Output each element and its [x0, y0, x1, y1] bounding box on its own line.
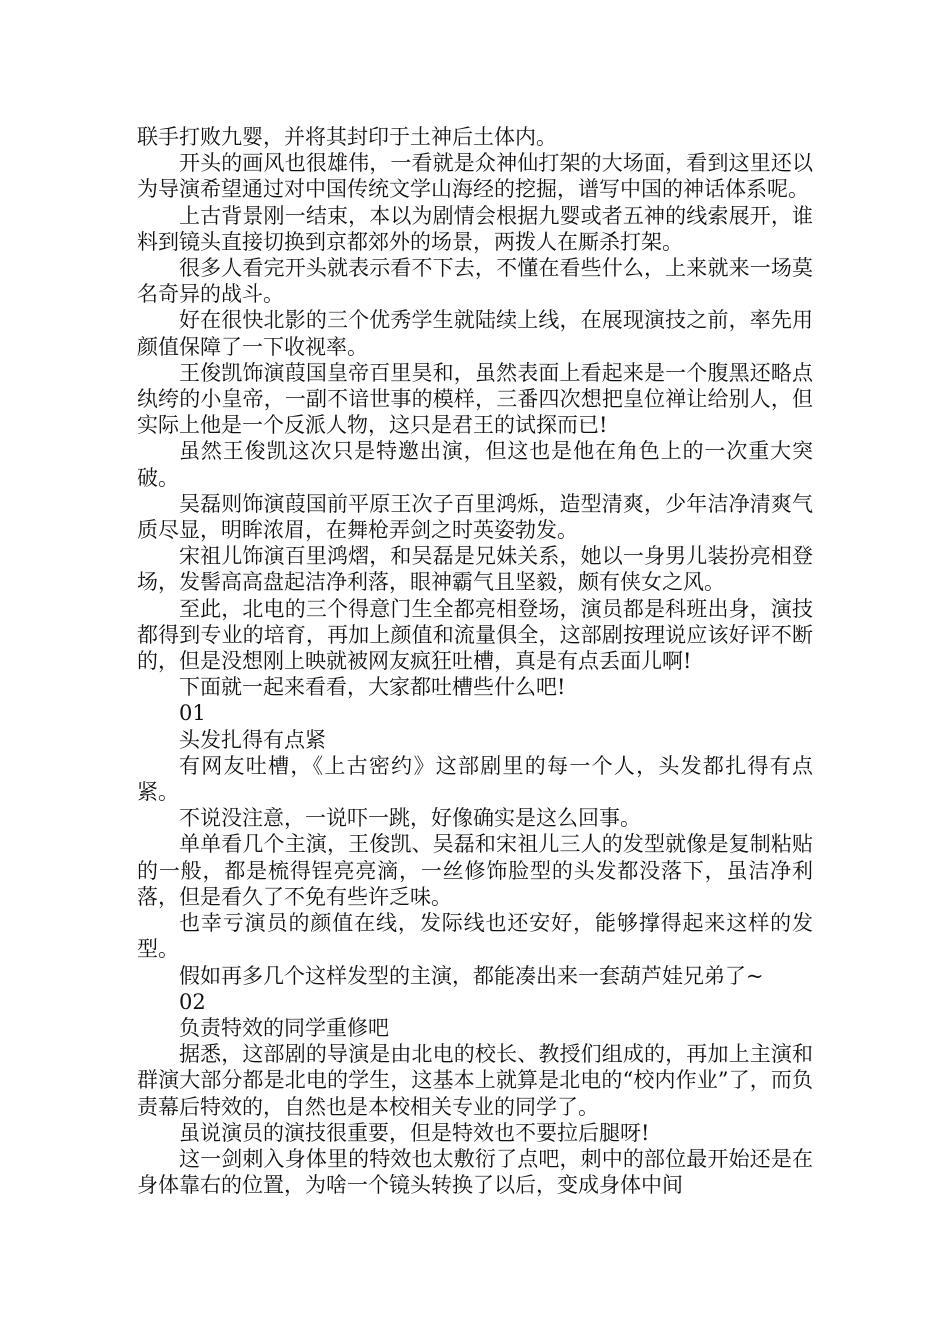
section-heading: 负责特效的同学重修吧 — [179, 1015, 389, 1040]
paragraph: 这一剑刺入身体里的特效也太敷衍了点吧，刺中的部位最开始还是在身体靠右的位置，为啥一个镜头转换了以后，变成身体中间 — [137, 1146, 813, 1198]
paragraph: 有网友吐槽，《上古密约》这部剧里的每一个人，头发都扎得有点紧。 — [137, 753, 813, 805]
paragraph: 也幸亏演员的颜值在线，发际线也还安好，能够撑得起来这样的发型。 — [137, 911, 813, 962]
paragraph: 下面就一起来看看，大家都吐槽些什么吧! — [179, 675, 566, 700]
section-number: 01 — [179, 701, 206, 726]
paragraph: 上古背景刚一结束，本以为剧情会根据九婴或者五神的线索展开，谁料到镜头直接切换到京都郊外的场景，两拨人在厮杀打架。 — [137, 203, 813, 254]
paragraph: 虽说演员的演技很重要，但是特效也不要拉后腿呀! — [179, 1120, 650, 1145]
paragraph: 单单看几个主演，王俊凯、吴磊和宋祖儿三人的发型就像是复制粘贴的一般，都是梳得锃亮亮滴，一丝修饰脸型的头发都没落下，虽洁净利落，但是看久了不免有些许乏味。 — [137, 832, 813, 909]
article-body — [137, 124, 813, 1198]
paragraph: 假如再多几个这样发型的主演，都能凑出来一套葫芦娃兄弟了~ — [179, 963, 764, 988]
paragraph: 很多人看完开头就表示看不下去，不懂在看些什么，上来就来一场莫名奇异的战斗。 — [137, 256, 813, 307]
paragraph: 宋祖儿饰演百里鸿熠，和吴磊是兄妹关系，她以一身男儿装扮亮相登场，发髻高高盘起洁净利落，眼神霸气且坚毅，颇有侠女之风。 — [137, 544, 813, 595]
paragraph: 王俊凯饰演葭国皇帝百里昊和，虽然表面上看起来是一个腹黑还略点纨绔的小皇帝，一副不谙世事的模样，三番四次想把皇位禅让给别人，但实际上他是一个反派人物，这只是君王的试探而已! — [137, 360, 813, 438]
section-heading: 头发扎得有点紧 — [179, 727, 326, 752]
paragraph: 据悉，这部剧的导演是由北电的校长、教授们组成的，再加上主演和群演大部分都是北电的学生，这基本上就算是北电的“校内作业”了，而负责幕后特效的，自然也是本校相关专业的同学了。 — [137, 1042, 813, 1119]
paragraph: 联手打败九婴，并将其封印于土神后土体内。 — [137, 125, 557, 149]
paragraph: 虽然王俊凯这次只是特邀出演，但这也是他在角色上的一次重大突破。 — [137, 439, 813, 490]
paragraph: 不说没注意，一说吓一跳，好像确实是这么回事。 — [179, 806, 641, 831]
section-number: 02 — [179, 989, 206, 1014]
paragraph: 开头的画风也很雄伟，一看就是众神仙打架的大场面，看到这里还以为导演希望通过对中国传统文学山海经的挖掘，谱写中国的神话体系呢。 — [137, 151, 813, 202]
paragraph: 吴磊则饰演葭国前平原王次子百里鸿烁，造型清爽，少年洁净清爽气质尽显，明眸浓眉，在舞枪弄剑之时英姿勃发。 — [137, 491, 813, 543]
paragraph: 好在很快北影的三个优秀学生就陆续上线，在展现演技之前，率先用颜值保障了一下收视率。 — [137, 308, 813, 359]
paragraph: 至此，北电的三个得意门生全都亮相登场，演员都是科班出身，演技都得到专业的培育，再加上颜值和流量俱全，这部剧按理说应该好评不断的，但是没想刚上映就被网友疯狂吐槽，真是有点丢面儿啊! — [137, 596, 813, 674]
